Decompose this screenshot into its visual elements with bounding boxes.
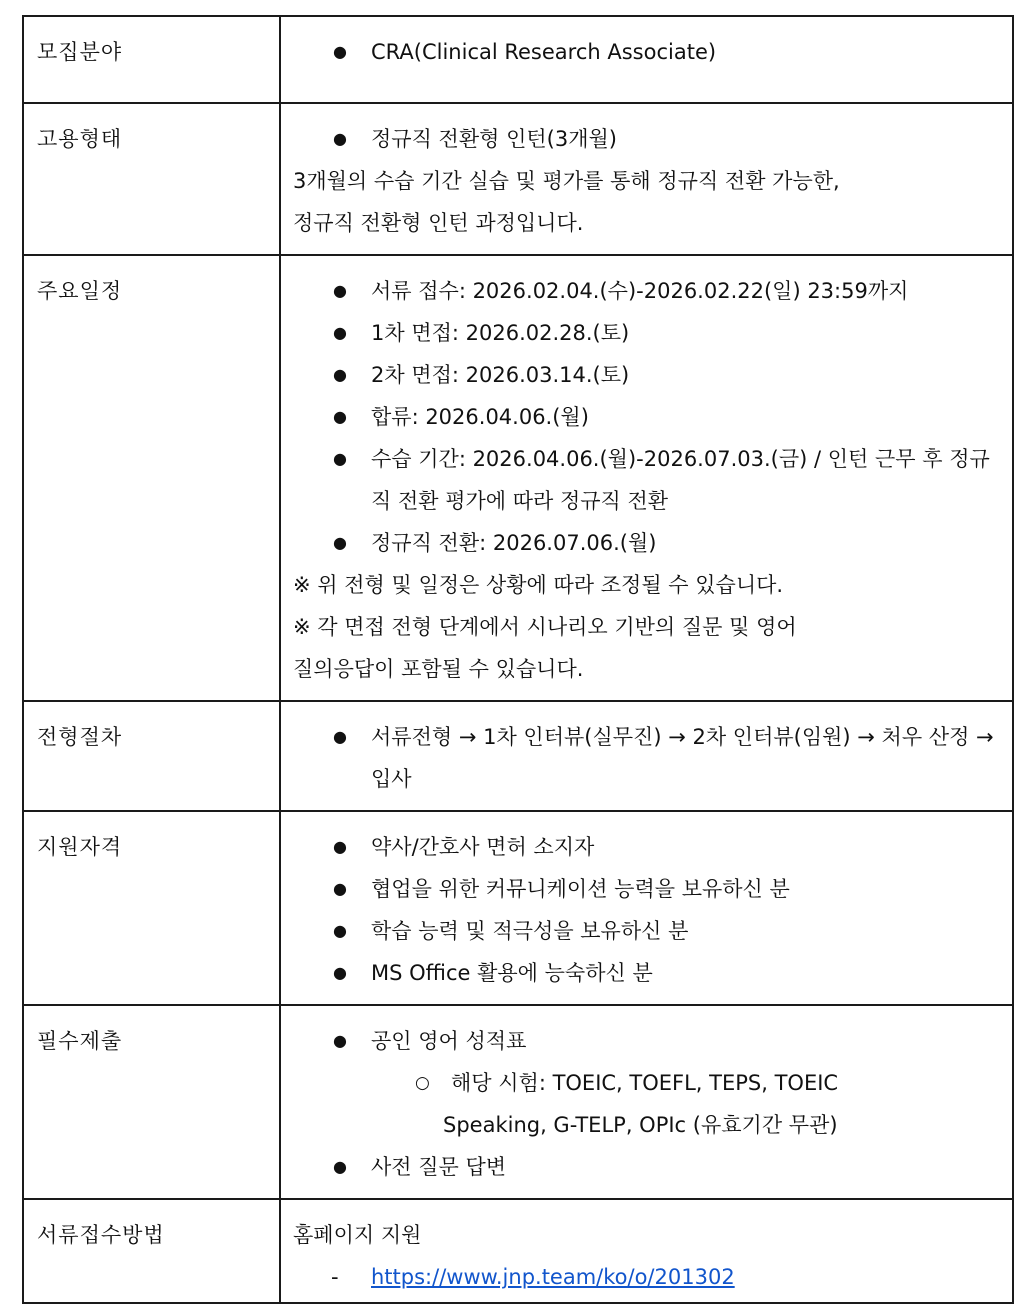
bullet-item: ● CRA(Clinical Research Associate): [293, 31, 1002, 73]
bullet-item: ● 협업을 위한 커뮤니케이션 능력을 보유하신 분: [293, 868, 1002, 910]
bullet-item: ● MS Office 활용에 능숙하신 분: [293, 952, 1002, 994]
note-text: ※ 각 면접 전형 단계에서 시나리오 기반의 질문 및 영어: [293, 615, 797, 639]
note-text: 홈페이지 지원: [293, 1223, 422, 1247]
row-content-cell: [280, 1005, 1013, 1199]
row-label-required-docs: 필수제출: [37, 1029, 123, 1053]
bullet-item: ● 서류전형 → 1차 인터뷰(실무진) → 2차 인터뷰(임원) → 처우 산정 → 입사: [293, 716, 1002, 800]
table-row: [23, 1199, 1013, 1303]
table-row: [23, 701, 1013, 811]
bullet-item: ● 2차 면접: 2026.03.14.(토): [293, 354, 1002, 396]
bullet-item: ● 학습 능력 및 적극성을 보유하신 분: [293, 910, 1002, 952]
bullet-item: ● 사전 질문 답변: [293, 1146, 1002, 1188]
row-content-cell: [280, 701, 1013, 811]
row-label-cell: [23, 16, 280, 103]
row-label-process: 전형절차: [37, 725, 123, 749]
table-row: [23, 255, 1013, 701]
row-content-cell: [280, 103, 1013, 255]
row-label-cell: [23, 103, 280, 255]
table-row: [23, 103, 1013, 255]
row-label-schedule: 주요일정: [37, 279, 123, 303]
application-link[interactable]: https://www.jnp.team/ko/o/201302: [371, 1265, 735, 1289]
sub-bullet-item: [293, 1062, 1002, 1146]
row-label-application-method: 서류접수방법: [37, 1223, 165, 1247]
row-label-cell: [23, 255, 280, 701]
sub-bullet-line: Speaking, G-TELP, OPIc (유효기간 무관): [443, 1113, 838, 1137]
row-content-cell: [280, 255, 1013, 701]
bullet-item: ● 서류 접수: 2026.02.04.(수)-2026.02.22(일) 23:59까지: [293, 270, 1002, 312]
note-text: ※ 위 전형 및 일정은 상황에 따라 조정될 수 있습니다.: [293, 573, 784, 597]
bullet-item: ● 공인 영어 성적표: [293, 1020, 1002, 1062]
table-row: [23, 1005, 1013, 1199]
bullet-item: ● 합류: 2026.04.06.(월): [293, 396, 1002, 438]
recruitment-info-table: [22, 15, 1014, 1304]
bullet-item: ● 약사/간호사 면허 소지자: [293, 826, 1002, 868]
bullet-item: ● 1차 면접: 2026.02.28.(토): [293, 312, 1002, 354]
row-content-cell: [280, 811, 1013, 1005]
bullet-item: ● 수습 기간: 2026.04.06.(월)-2026.07.03.(금) / 인턴 근무 후 정규직 전환 평가에 따라 정규직 전환: [293, 438, 1002, 522]
row-label-employment: 고용형태: [37, 127, 123, 151]
bullet-item: ● 정규직 전환: 2026.07.06.(월): [293, 522, 1002, 564]
row-label-qualification: 지원자격: [37, 835, 123, 859]
row-content-cell: [280, 16, 1013, 103]
note-text: 정규직 전환형 인턴 과정입니다.: [293, 211, 584, 235]
row-label-cell: [23, 1199, 280, 1303]
row-label-cell: [23, 811, 280, 1005]
row-label-cell: [23, 1005, 280, 1199]
row-label-cell: [23, 701, 280, 811]
table-row: [23, 16, 1013, 103]
table-row: [23, 811, 1013, 1005]
row-label-field: 모집분야: [37, 40, 123, 64]
link-row: [293, 1256, 1002, 1298]
note-text: 질의응답이 포함될 수 있습니다.: [293, 657, 584, 681]
sub-bullet-line: 해당 시험: TOEIC, TOEFL, TEPS, TOEIC: [451, 1071, 839, 1095]
row-content-cell: [280, 1199, 1013, 1303]
dash-marker: -: [331, 1265, 339, 1289]
note-text: 3개월의 수습 기간 실습 및 평가를 통해 정규직 전환 가능한,: [293, 169, 840, 193]
bullet-item: ● 정규직 전환형 인턴(3개월): [293, 118, 1002, 160]
